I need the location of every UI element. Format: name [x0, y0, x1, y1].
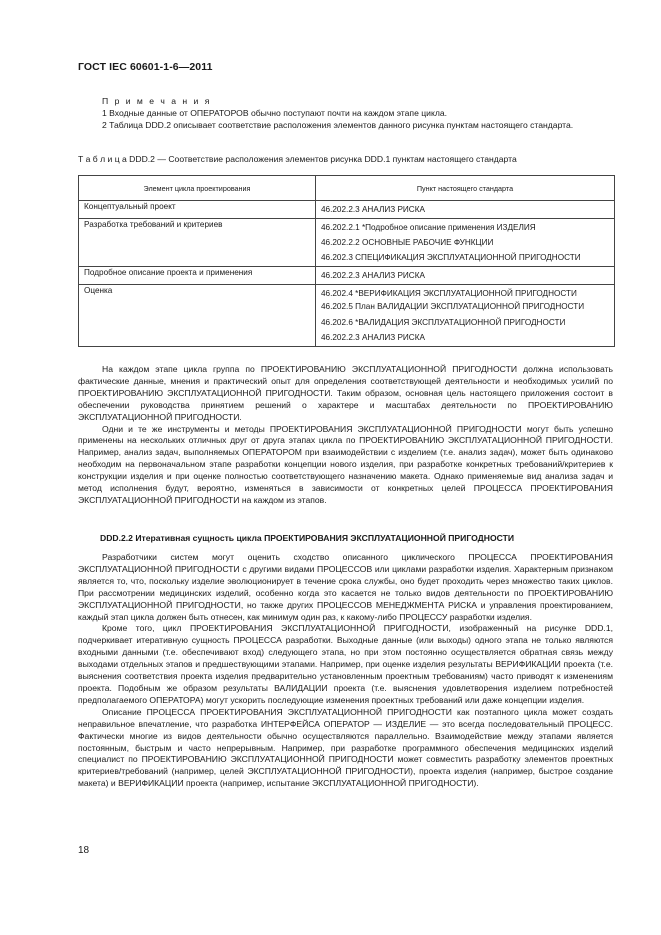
- table-row: [79, 267, 615, 285]
- row-element: Оценка: [79, 285, 316, 347]
- body-block-1: [78, 364, 613, 507]
- correspondence-table: [78, 175, 615, 347]
- body-block-2: [78, 552, 613, 790]
- clause: 46.202.4 *ВЕРИФИКАЦИЯ ЭКСПЛУАТАЦИОННОЙ ПРИГОДНОСТИ: [321, 289, 577, 298]
- notes-label: П р и м е ч а н и я: [102, 96, 212, 106]
- row-clauses: [316, 267, 615, 285]
- table-row: [79, 201, 615, 219]
- table-row: [79, 219, 615, 267]
- document-header: ГОСТ IEC 60601-1-6—2011: [78, 61, 213, 73]
- row-element: Концептуальный проект: [79, 201, 316, 219]
- paragraph-3: Разработчики систем могут оценить сходство описанного циклического ПРОЦЕССА ПРОЕКТИРОВАНИЯ ЭКСПЛУАТАЦИОННОЙ ПРИГОДНОСТИ с другими видами ПРОЦЕССОВ или циклами разработки изделия. Характерным признаком является то, что, поскольку изделие эволюционирует в течение срока службы, оно будет проходить через множество таких циклов. При рассмотрении медицинских изделий, особенно когда это касается не только видов деятельности по ПРОЕКТИРОВАНИЮ ЭКСПЛУАТАЦИОННОЙ ПРИГОДНОСТИ, но также других ПРОЦЕССОВ МЕНЕДЖМЕНТА РИСКА и управления проектированием, каждый этап цикла должен быть отнесен, как минимум один раз, к какому-либо ПРОЦЕССУ разработки изделия.: [78, 552, 613, 622]
- clause: 46.202.3 СПЕЦИФИКАЦИЯ ЭКСПЛУАТАЦИОННОЙ ПРИГОДНОСТИ: [321, 253, 581, 262]
- table-row: [79, 285, 615, 347]
- clause: 46.202.2.2 ОСНОВНЫЕ РАБОЧИЕ ФУНКЦИИ: [321, 238, 494, 247]
- row-clauses: [316, 285, 615, 347]
- row-element: Разработка требований и критериев: [79, 219, 316, 267]
- clause: 46.202.5 План ВАЛИДАЦИИ ЭКСПЛУАТАЦИОННОЙ ПРИГОДНОСТИ: [321, 302, 585, 311]
- col-header-clause: Пункт настоящего стандарта: [316, 176, 615, 201]
- paragraph-5: Описание ПРОЦЕССА ПРОЕКТИРОВАНИЯ ЭКСПЛУАТАЦИОННОЙ ПРИГОДНОСТИ как поэтапного цикла может создать неправильное впечатление, что разработка ИНТЕРФЕЙСА ОПЕРАТОР — ИЗДЕЛИЕ — это всегда последовательный ПРОЦЕСС. Фактически многие из видов деятельности обычно осуществляются параллельно. Взаимодействие между этапами является постоянным, быстрым и часто непрерывным. Например, при разработке программного обеспечения медицинских изделий специалист по ПРОЕКТИРОВАНИЮ ЭКСПЛУАТАЦИОННОЙ ПРИГОДНОСТИ может совместить разработку элементов проектных критериев/требований (например, целей ЭКСПЛУАТАЦИОННОЙ ПРИГОДНОСТИ), проекта изделия (например, быстрое создание макета) и ВЕРИФИКАЦИИ проекта (например, испытание ЭКСПЛУАТАЦИОННОЙ ПРИГОДНОСТИ).: [78, 706, 613, 789]
- note-2: 2 Таблица DDD.2 описывает соответствие расположения элементов данного рисунка пунктам настоящего стандарта.: [102, 119, 574, 130]
- clause: 46.202.6 *ВАЛИДАЦИЯ ЭКСПЛУАТАЦИОННОЙ ПРИГОДНОСТИ: [321, 318, 566, 327]
- clause: 46.202.2.3 АНАЛИЗ РИСКА: [321, 333, 425, 342]
- notes-block: [78, 96, 613, 132]
- row-clauses: [316, 201, 615, 219]
- row-clauses: [316, 219, 615, 267]
- paragraph-4: Кроме того, цикл ПРОЕКТИРОВАНИЯ ЭКСПЛУАТАЦИОННОЙ ПРИГОДНОСТИ, изображенный на рисунке DDD.1, подчеркивает итеративную сущность ПРОЦЕССА разработки. Выходные данные (или выходы) одного этапа не только являются входными данными (т.е. обеспечивают вход) следующего этапа, но при этом постоянно осуществляется обратная связь между выходами отдельных этапов и предшествующими этапами. Например, при оценке изделия результаты ВЕРИФИКАЦИИ проекта (т.е. выяснения соответствия проекта изделия предварительно установленным проектным требованиям) часто приводят к изменениям проекта. Подобным же образом результаты ВАЛИДАЦИИ проекта (т.е. выяснения удовлетворения изделием потребностей предполагаемого ОПЕРАТОРА) могут ускорить последующие изменения проектных требований или даже концепции изделия.: [78, 623, 613, 705]
- paragraph-1: На каждом этапе цикла группа по ПРОЕКТИРОВАНИЮ ЭКСПЛУАТАЦИОННОЙ ПРИГОДНОСТИ должна использовать фактические данные, мнения и практический опыт для определения соответствующей деятельности и необходимых усилий по ПРОЕКТИРОВАНИЮ ЭКСПЛУАТАЦИОННОЙ ПРИГОДНОСТИ. Таким образом, основная цель настоящего приложения состоит в обеспечении руководства принятием решений о характере и масштабах деятельности по ПРОЕКТИРОВАНИЮ ЭКСПЛУАТАЦИОННОЙ ПРИГОДНОСТИ.: [78, 364, 613, 422]
- page-number: 18: [78, 845, 90, 856]
- row-element: Подробное описание проекта и применения: [79, 267, 316, 285]
- section-heading: DDD.2.2 Итеративная сущность цикла ПРОЕКТИРОВАНИЯ ЭКСПЛУАТАЦИОННОЙ ПРИГОДНОСТИ: [100, 533, 515, 543]
- clause: 46.202.2.3 АНАЛИЗ РИСКА: [321, 271, 425, 280]
- paragraph-2: Одни и те же инструменты и методы ПРОЕКТИРОВАНИЯ ЭКСПЛУАТАЦИОННОЙ ПРИГОДНОСТИ могут быть успешно применены на нескольких отличных друг от друга этапах цикла по ПРОЕКТИРОВАНИЮ ЭКСПЛУАТАЦИОННОЙ ПРИГОДНОСТИ. Например, анализ задач, выполняемых ОПЕРАТОРОМ при взаимодействии с изделием (т.е. анализ задач), может быть одинаково необходим на первоначальном этапе разработки концепции нового изделия, при разработке конкретных требований/критериев к конструкции изделия и при оценке полностью соответствующего назначению макета. Однако применяемые вид анализа задач и метод исполнения будут, вероятно, изменяться в зависимости от конкретных целей ПРОЦЕССА ПРОЕКТИРОВАНИЯ ЭКСПЛУАТАЦИОННОЙ ПРИГОДНОСТИ на каждом из этапов.: [78, 423, 613, 505]
- col-header-element: Элемент цикла проектирования: [79, 176, 316, 201]
- clause: 46.202.2.1 *Подробное описание применения ИЗДЕЛИЯ: [321, 223, 536, 232]
- table-header-row: [79, 176, 615, 201]
- note-1: 1 Входные данные от ОПЕРАТОРОВ обычно поступают почти на каждом этапе цикла.: [102, 107, 448, 118]
- table-caption: Т а б л и ц а DDD.2 — Соответствие расположения элементов рисунка DDD.1 пунктам настоящего стандарта: [78, 154, 517, 164]
- clause: 46.202.2.3 АНАЛИЗ РИСКА: [321, 205, 425, 214]
